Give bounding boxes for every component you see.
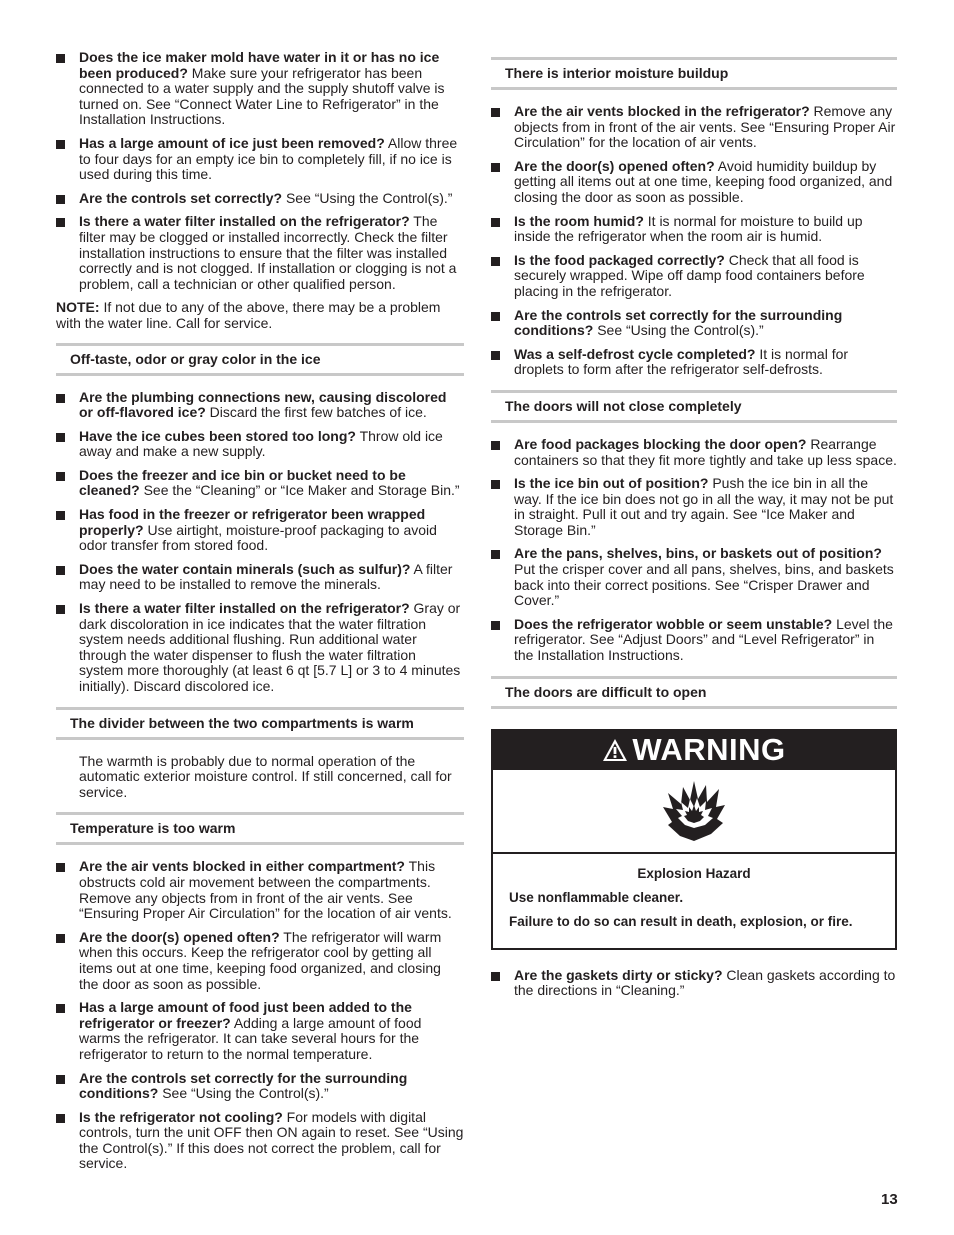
- list-item: Does the ice maker mold have water in it or has no ice been produced? Make sure your refrigerator has been connected to a water supply and the supply shutoff valve is turned on. See “Connect Water Line to Refrigerator” in the Installation Instructions.: [56, 50, 464, 128]
- offtaste-list: [56, 390, 464, 695]
- list-item: Are the controls set correctly for the surrounding conditions? See “Using the Control(s).”: [491, 308, 897, 339]
- list-item: Are food packages blocking the door open? Rearrange containers so that they fit more tightly and take up less space.: [491, 437, 897, 468]
- right-column: [491, 57, 897, 1007]
- hazard-title: Explosion Hazard: [637, 865, 751, 881]
- section-title-offtaste: Off-taste, odor or gray color in the ice: [56, 343, 464, 376]
- list-item: Are the door(s) opened often? The refrigerator will warm when this occurs. Keep the refrigerator cool by getting all items out at one time, keeping food organized, and closing the door as soon as possible.: [56, 930, 464, 992]
- left-column: [56, 50, 464, 1180]
- list-item: Is the ice bin out of position? Push the ice bin in all the way. If the ice bin does not go in all the way, it may not be put in straight. Pull it out and try again. See “Ice Maker and Storage Bin.”: [491, 476, 897, 538]
- ice-items-list: [56, 50, 464, 292]
- alert-triangle-icon: [602, 738, 628, 762]
- list-item: Are the door(s) opened often? Avoid humidity buildup by getting all items out at one time, keeping food organized, and closing the door as soon as possible.: [491, 159, 897, 206]
- section-title-temperature: Temperature is too warm: [56, 812, 464, 845]
- note: NOTE: If not due to any of the above, there may be a problem with the water line. Call for service.: [56, 299, 441, 331]
- section-title-doors-close: The doors will not close completely: [491, 390, 897, 423]
- warning-line-2: Failure to do so can result in death, explosion, or fire.: [509, 913, 853, 929]
- section-title-doors-open: The doors are difficult to open: [491, 676, 897, 709]
- list-item: Has a large amount of food just been added to the refrigerator or freezer? Adding a large amount of food warms the refrigerator. It can take several hours for the refrigerator to return to the normal temperature.: [56, 1000, 464, 1062]
- list-item: Is the refrigerator not cooling? For models with digital controls, turn the unit OFF then ON again to reset. See “Using the Control(s).” If this does not correct the problem, call for service.: [56, 1110, 464, 1172]
- list-item: Have the ice cubes been stored too long? Throw old ice away and make a new supply.: [56, 429, 464, 460]
- section-title-moisture: There is interior moisture buildup: [491, 57, 897, 90]
- list-item: Are the controls set correctly? See “Using the Control(s).”: [56, 191, 464, 207]
- list-item: Has food in the freezer or refrigerator been wrapped properly? Use airtight, moisture-proof packaging to avoid odor transfer from stored food.: [56, 507, 464, 554]
- list-item: Does the freezer and ice bin or bucket need to be cleaned? See the “Cleaning” or “Ice Maker and Storage Bin.”: [56, 468, 464, 499]
- list-item: Does the refrigerator wobble or seem unstable? Level the refrigerator. See “Adjust Doors” and “Level Refrigerator” in the Installation Instructions.: [491, 617, 897, 664]
- list-item: Is the food packaged correctly? Check that all food is securely wrapped. Wipe off damp food containers before placing in the refrigerator.: [491, 253, 897, 300]
- temperature-list: [56, 859, 464, 1172]
- list-item: Are the air vents blocked in either compartment? This obstructs cold air movement between the compartments. Remove any objects from in front of the air vents. See “Ensuring Proper Air Circulation” for the location of air vents.: [56, 859, 464, 921]
- list-item: Does the water contain minerals (such as sulfur)? A filter may need to be installed to remove the minerals.: [56, 562, 464, 593]
- list-item: Are the gaskets dirty or sticky? Clean gaskets according to the directions in “Cleaning.”: [491, 968, 897, 999]
- list-item: Are the controls set correctly for the surrounding conditions? See “Using the Control(s).”: [56, 1071, 464, 1102]
- list-item: Are the plumbing connections new, causing discolored or off-flavored ice? Discard the first few batches of ice.: [56, 390, 464, 421]
- list-item: Is there a water filter installed on the refrigerator? Gray or dark discoloration in ice indicates that the water filtration system needs additional flushing. Run additional water through the water dispenser to flush the water filtration system more thoroughly (at least 6 qt [5.7 L] or 3 to 4 minutes initially). Discard discolored ice.: [56, 601, 464, 695]
- section-title-divider: The divider between the two compartments is warm: [56, 707, 464, 740]
- warning-box: [491, 729, 897, 950]
- page-number: 13: [881, 1191, 898, 1208]
- list-item: Is the room humid? It is normal for moisture to build up inside the refrigerator when the room air is humid.: [491, 214, 897, 245]
- list-item: Has a large amount of ice just been removed? Allow three to four days for an empty ice bin to completely fill, if no ice is used during this time.: [56, 136, 464, 183]
- list-item: Are the pans, shelves, bins, or baskets out of position? Put the crisper cover and all pans, shelves, bins, and baskets back into their correct positions. See “Crisper Drawer and Cover.”: [491, 546, 897, 608]
- warning-line-1: Use nonflammable cleaner.: [509, 889, 684, 905]
- list-item: Are the air vents blocked in the refrigerator? Remove any objects from in front of the air vents. See “Ensuring Proper Air Circulation” for the location of air vents.: [491, 104, 897, 151]
- explosion-icon: [661, 778, 727, 844]
- divider-text: The warmth is probably due to normal operation of the automatic exterior moisture control. If still concerned, call for service.: [79, 752, 452, 800]
- list-item: Was a self-defrost cycle completed? It is normal for droplets to form after the refrigerator self-defrosts.: [491, 347, 897, 378]
- moisture-list: [491, 104, 897, 378]
- list-item: Is there a water filter installed on the refrigerator? The filter may be clogged or installed incorrectly. Check the filter installation instructions to ensure that the filter was installed correctly and is not clogged. If installation or clogging is not a problem, call a technician or other qualified person.: [56, 214, 464, 292]
- warning-banner: WARNING: [493, 731, 895, 770]
- doors-close-list: [491, 437, 897, 664]
